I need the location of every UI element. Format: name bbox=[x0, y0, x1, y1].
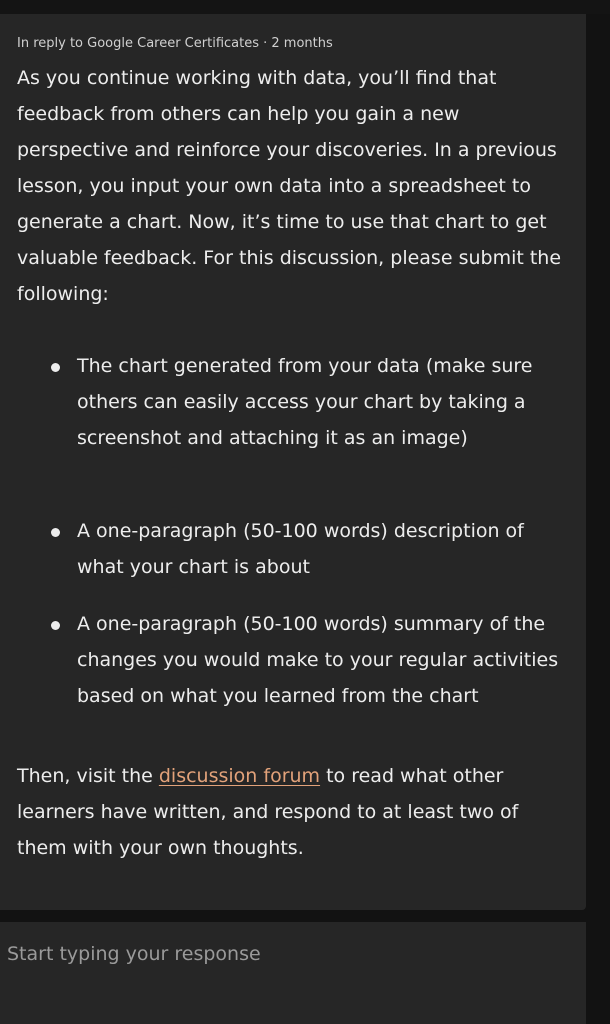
bullet-icon bbox=[51, 363, 60, 372]
section-gap bbox=[0, 910, 610, 922]
response-input[interactable] bbox=[0, 922, 586, 1024]
bullet-icon bbox=[51, 528, 60, 537]
response-placeholder: Start typing your response bbox=[7, 943, 261, 965]
reply-meta: In reply to Google Career Certificates · 2 months bbox=[17, 36, 333, 51]
discussion-forum-link[interactable]: discussion forum bbox=[158, 765, 321, 787]
discussion-post bbox=[0, 14, 586, 910]
list-item-text: The chart generated from your data (make sure others can easily access your chart by taking a screenshot and attaching it as an image) bbox=[77, 355, 533, 449]
list-item-text: A one-paragraph (50-100 words) description of what your chart is about bbox=[77, 520, 524, 578]
closing-text-start: Then, visit the bbox=[17, 765, 159, 787]
post-intro: As you continue working with data, you’ll find that feedback from others can help you gain a new perspective and reinforce your discoveries. In a previous lesson, you input your own data into a spreadsheet to generate a chart. Now, it’s time to use that chart to get valuable feedback. For this discussion, please submit the following: bbox=[17, 67, 562, 305]
top-strip bbox=[0, 0, 610, 14]
closing-text-end: to read what other learners have written, and respond to at least two of them with your own thoughts. bbox=[17, 765, 519, 859]
post-closing bbox=[17, 758, 565, 866]
bullet-icon bbox=[51, 621, 60, 630]
list-item-text: A one-paragraph (50-100 words) summary of the changes you would make to your regular activities based on what you learned from the chart bbox=[77, 613, 559, 707]
